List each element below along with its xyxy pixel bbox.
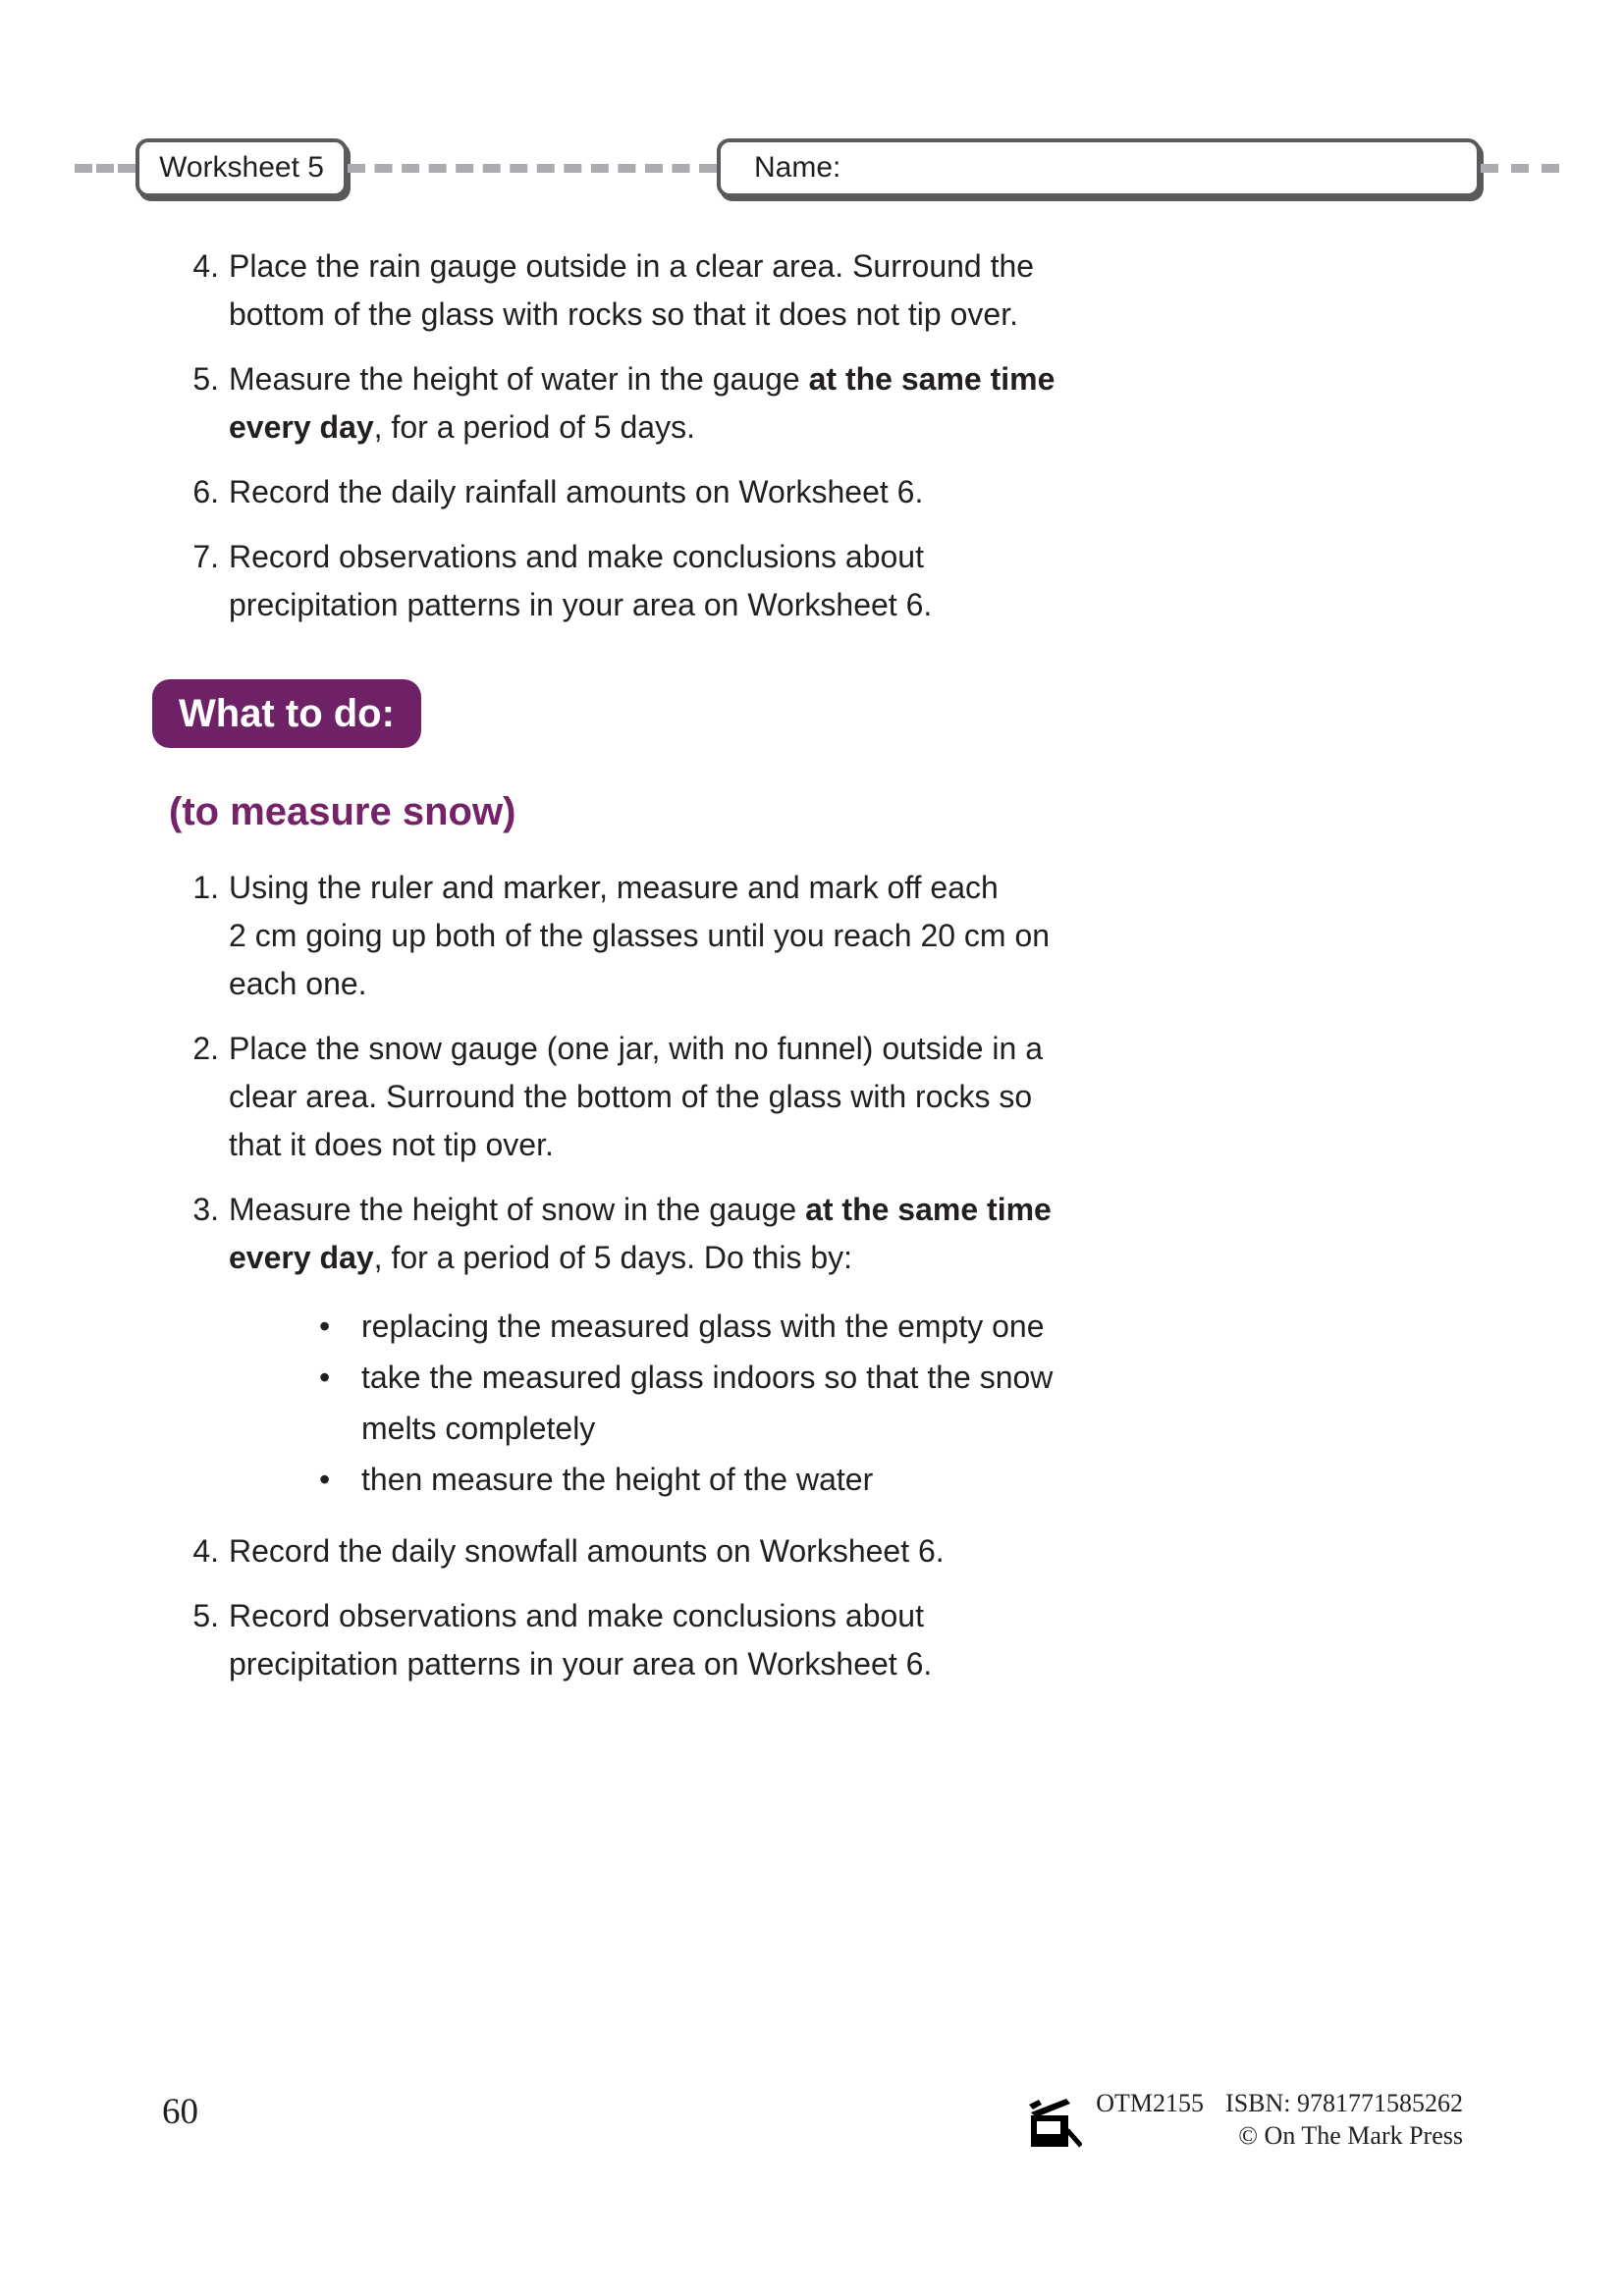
bold-text-segment: every day <box>229 409 374 445</box>
list-item <box>0 468 1624 516</box>
publisher-info <box>1096 2087 1463 2152</box>
bullet-item <box>229 1352 1053 1454</box>
bold-text-segment: at the same time <box>808 361 1056 397</box>
text-segment: Place the snow gauge (one jar, with no funnel) outside in a <box>229 1031 1043 1066</box>
sub-bullet-list <box>229 1301 1053 1505</box>
text-segment: each one. <box>229 966 367 1001</box>
item-text <box>229 355 1055 452</box>
text-segment: clear area. Surround the bottom of the glass with rocks so <box>229 1079 1033 1114</box>
text-segment: precipitation patterns in your area on Worksheet 6. <box>229 587 933 622</box>
text-segment: Measure the height of snow in the gauge <box>229 1192 806 1227</box>
list-item <box>0 533 1624 629</box>
item-text <box>229 1592 932 1688</box>
dashed-line-left <box>75 164 135 173</box>
text-line <box>361 1352 1053 1403</box>
item-number: 7. <box>192 539 219 574</box>
list-item <box>0 1592 1624 1688</box>
text-line <box>229 864 1050 912</box>
item-text <box>229 1186 1053 1511</box>
text-line <box>229 468 923 516</box>
name-field-box[interactable] <box>717 138 1481 197</box>
text-segment: Measure the height of water in the gauge <box>229 361 809 397</box>
list-item <box>0 242 1624 339</box>
text-line <box>229 1121 1043 1169</box>
bullet-item <box>229 1301 1053 1352</box>
text-line <box>229 1592 932 1640</box>
text-line <box>229 1234 1053 1282</box>
product-isbn-line <box>1096 2087 1463 2119</box>
text-line <box>229 581 932 629</box>
page-content <box>0 242 1624 1705</box>
item-text <box>229 533 932 629</box>
publisher-footer <box>1027 2087 1463 2165</box>
text-segment: that it does not tip over. <box>229 1127 554 1162</box>
dashed-line-right <box>1481 164 1559 173</box>
item-number: 2. <box>192 1031 219 1066</box>
text-segment: 2 cm going up both of the glasses until you reach 20 cm on <box>229 918 1051 953</box>
item-number: 5. <box>192 1598 219 1633</box>
text-segment: , for a period of 5 days. Do this by: <box>373 1240 853 1275</box>
text-segment: Place the rain gauge outside in a clear area. Surround the <box>229 248 1035 284</box>
item-number: 4. <box>192 1533 219 1569</box>
header <box>75 137 1559 198</box>
text-segment: melts completely <box>361 1411 596 1446</box>
bullet-dot: • <box>319 1308 331 1344</box>
item-text <box>229 242 1034 339</box>
text-segment: Record the daily rainfall amounts on Worksheet 6. <box>229 474 924 509</box>
bullet-text <box>361 1301 1045 1352</box>
text-segment: take the measured glass indoors so that the snow <box>361 1360 1054 1395</box>
what-to-do-label: What to do: <box>179 692 395 735</box>
text-segment: then measure the height of the water <box>361 1462 874 1497</box>
isbn-text: ISBN: 9781771585262 <box>1225 2089 1463 2117</box>
text-line <box>361 1301 1045 1352</box>
text-line <box>361 1403 1053 1454</box>
text-segment: bottom of the glass with rocks so that it does not tip over. <box>229 296 1018 332</box>
text-segment: Record observations and make conclusions about <box>229 539 924 574</box>
list-item <box>0 1025 1624 1169</box>
text-line <box>229 291 1034 339</box>
worksheet-number-label: Worksheet 5 <box>159 151 324 184</box>
measure-snow-subheading: (to measure snow) <box>169 790 516 833</box>
bullet-text <box>361 1454 873 1505</box>
bullet-dot: • <box>319 1360 331 1395</box>
page-number: 60 <box>162 2092 198 2132</box>
text-line <box>361 1454 873 1505</box>
item-number: 5. <box>192 361 219 397</box>
name-label: Name: <box>754 151 841 184</box>
text-segment: , for a period of 5 days. <box>373 409 695 445</box>
list-item <box>0 1527 1624 1575</box>
bold-text-segment: at the same time <box>805 1192 1052 1227</box>
text-line <box>229 1186 1053 1234</box>
what-to-do-badge <box>152 679 421 748</box>
item-text <box>229 1025 1043 1169</box>
text-segment: replacing the measured glass with the empty one <box>361 1308 1045 1344</box>
text-line <box>229 403 1055 452</box>
text-segment: Record the daily snowfall amounts on Worksheet 6. <box>229 1533 945 1569</box>
text-line <box>229 1640 932 1688</box>
product-code: OTM2155 <box>1096 2089 1205 2117</box>
text-line <box>229 960 1050 1008</box>
copyright-line: © On The Mark Press <box>1238 2121 1463 2150</box>
text-line <box>229 355 1055 403</box>
item-number: 3. <box>192 1192 219 1227</box>
bullet-dot: • <box>319 1462 331 1497</box>
list-item <box>0 1186 1624 1511</box>
text-line <box>229 1527 945 1575</box>
snow-instructions-list <box>0 864 1624 1688</box>
item-text <box>229 468 923 516</box>
text-line <box>229 533 932 581</box>
item-number: 4. <box>192 248 219 284</box>
list-item <box>0 355 1624 452</box>
text-line <box>229 1073 1043 1121</box>
rain-instructions-list <box>0 242 1624 629</box>
dashed-line-middle <box>348 164 717 173</box>
text-segment: Using the ruler and marker, measure and mark off each <box>229 870 999 905</box>
text-line <box>229 1025 1043 1073</box>
text-segment: precipitation patterns in your area on Worksheet 6. <box>229 1646 933 1682</box>
text-line <box>229 912 1050 960</box>
text-segment: Record observations and make conclusions about <box>229 1598 924 1633</box>
text-line <box>229 242 1034 291</box>
item-number: 6. <box>192 474 219 509</box>
bullet-text <box>361 1352 1053 1454</box>
list-item <box>0 864 1624 1008</box>
item-number: 1. <box>192 870 219 905</box>
item-text <box>229 1527 945 1575</box>
bold-text-segment: every day <box>229 1240 374 1275</box>
printing-press-icon <box>1027 2091 1082 2165</box>
bullet-item <box>229 1454 1053 1505</box>
worksheet-number-box <box>135 138 348 197</box>
item-text <box>229 864 1050 1008</box>
